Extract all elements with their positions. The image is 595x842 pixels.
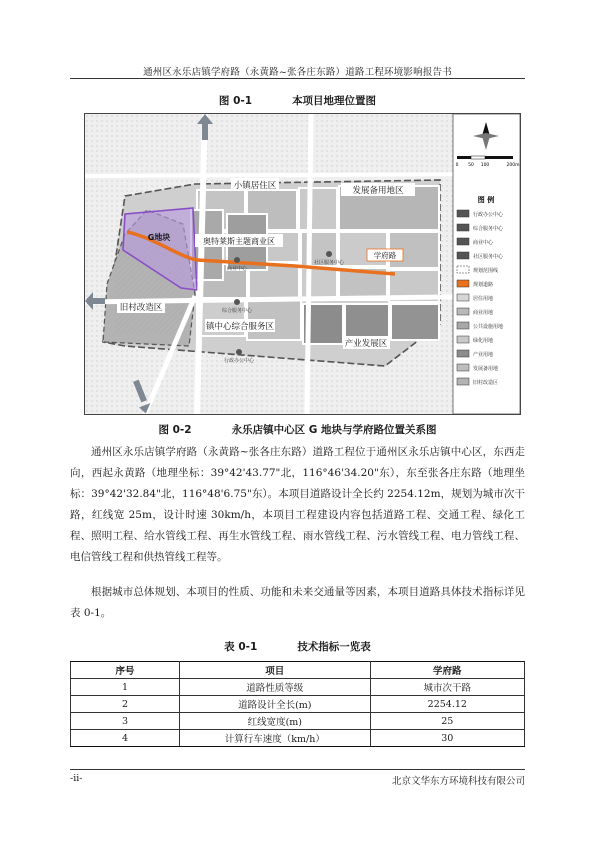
figure1-title: 本项目地理位置图 xyxy=(292,95,377,107)
table-header-row xyxy=(71,662,525,679)
legend-swatch xyxy=(457,224,469,231)
legend-label: 公共设施用地 xyxy=(473,324,504,330)
legend-label: 发展备用地 xyxy=(473,366,499,372)
legend-swatch xyxy=(457,378,469,385)
label-admin-center: 行政办公中心 xyxy=(223,358,255,364)
label-xiaozhen: 小镇居住区 xyxy=(233,181,277,191)
label-zhongxin: 镇中心综合服务区 xyxy=(205,322,275,332)
cell-item: 计算行车速度（km/h） xyxy=(179,730,370,747)
table-row xyxy=(71,713,525,730)
header-item: 项目 xyxy=(179,662,370,679)
figure1-caption xyxy=(70,93,525,108)
figure2-caption xyxy=(70,422,525,437)
figure2-number: 图 0-2 xyxy=(158,424,192,436)
cell-value: 30 xyxy=(370,730,524,747)
label-service-center: 综合服务中心 xyxy=(221,308,253,314)
body-paragraph-1 xyxy=(70,442,525,568)
location-map xyxy=(84,113,521,415)
cell-value: 25 xyxy=(370,713,524,730)
header-road: 学府路 xyxy=(370,662,524,679)
legend-label: 绿化用地 xyxy=(473,338,494,344)
legend-label: 行政办公中心 xyxy=(473,212,504,218)
cell-index: 4 xyxy=(71,730,180,747)
legend-swatch xyxy=(457,350,469,357)
label-chanye: 产业发展区 xyxy=(344,339,388,349)
table-number: 表 0-1 xyxy=(224,641,258,653)
label-xuefulu: 学府路 xyxy=(373,251,397,260)
label-commercial-center: 商业中心 xyxy=(226,266,248,272)
cell-item: 道路性质等级 xyxy=(179,679,370,696)
table-row xyxy=(71,730,525,747)
legend-panel xyxy=(453,114,520,414)
table-row xyxy=(71,696,525,713)
legend-swatch xyxy=(457,322,469,329)
cell-item: 道路设计全长(m) xyxy=(179,696,370,713)
legend-label: 规划范围线 xyxy=(473,268,499,274)
label-gblock: G地块 xyxy=(147,233,171,242)
legend-swatch xyxy=(457,294,469,301)
map-canvas xyxy=(85,114,520,414)
legend-swatch xyxy=(457,364,469,371)
cell-value: 城市次干路 xyxy=(370,679,524,696)
scale-label: 50 xyxy=(468,163,474,168)
footer-rule xyxy=(70,769,525,770)
cell-index: 2 xyxy=(71,696,180,713)
legend-label: 居住用地 xyxy=(473,296,494,302)
legend-swatch xyxy=(457,336,469,343)
legend-swatch xyxy=(457,210,469,217)
spec-table xyxy=(70,661,525,747)
legend-label: 综合服务中心 xyxy=(473,226,504,232)
label-jiucun: 旧村改造区 xyxy=(119,303,163,313)
legend-label: 商业中心 xyxy=(473,240,494,246)
cell-item: 红线宽度(m) xyxy=(179,713,370,730)
legend-label: 规划道路 xyxy=(473,282,494,288)
scale-label: 200m xyxy=(506,163,520,168)
paragraph-text: 根据城市总体规划、本项目的性质、功能和未来交通量等因素，本项目道路具体技术指标详见表 0-1。 xyxy=(70,586,525,619)
scale-label: 0 xyxy=(455,163,459,168)
label-aote: 奥特莱斯主题商业区 xyxy=(203,237,275,246)
legend-swatch xyxy=(457,280,469,287)
running-header: 通州区永乐店镇学府路（永黄路~张各庄东路）道路工程环境影响报告书 xyxy=(143,67,452,78)
cell-index: 1 xyxy=(71,679,180,696)
footer-company: 北京文华东方环境科技有限公司 xyxy=(391,776,525,787)
legend-swatch xyxy=(457,252,469,259)
cell-value: 2254.12 xyxy=(370,696,524,713)
legend-title: 图 例 xyxy=(477,196,495,204)
legend-label: 社区服务中心 xyxy=(473,254,504,260)
legend-label: 旧村改造区 xyxy=(473,380,499,386)
paragraph-text: 通州区永乐店镇学府路（永黄路~张各庄东路）道路工程位于通州区永乐店镇中心区，东西走向，西起永黄路（地理坐标：39°42'43.77"北，116°46'34.20"东），东至张各庄东路（地理坐标：39°42'32.84"北，116°48'6.75"东）。本项目道路设计全长约 2254.12m，规划为城市次干路，红线宽 25m，设计时速 30km/h，本项目工程建设内容包括道路工程、交通工程、绿化工程、照明工程、给水管线工程、再生水管线工程、雨水管线工程、污水管线工程、电力管线工程、电信管线工程和供热管线工程等。 xyxy=(70,446,525,563)
scale-label: 100 xyxy=(480,163,490,168)
cell-index: 3 xyxy=(71,713,180,730)
table-caption xyxy=(70,639,525,654)
table-title: 技术指标一览表 xyxy=(297,641,371,653)
label-community-center: 社区服务中心 xyxy=(313,260,345,266)
legend-label: 产业用地 xyxy=(473,352,494,358)
page-number: -ii- xyxy=(70,773,83,784)
legend-swatch xyxy=(457,308,469,315)
figure2-title: 永乐店镇中心区 G 地块与学府路位置关系图 xyxy=(231,424,437,436)
body-paragraph-2 xyxy=(70,582,525,624)
figure1-number: 图 0-1 xyxy=(218,95,253,107)
legend-swatch xyxy=(457,238,469,245)
header-rule xyxy=(70,78,525,79)
table-row xyxy=(71,679,525,696)
label-fazhan: 发展备用地区 xyxy=(352,186,404,196)
legend-label: 商业用地 xyxy=(473,310,494,316)
header-index: 序号 xyxy=(71,662,180,679)
